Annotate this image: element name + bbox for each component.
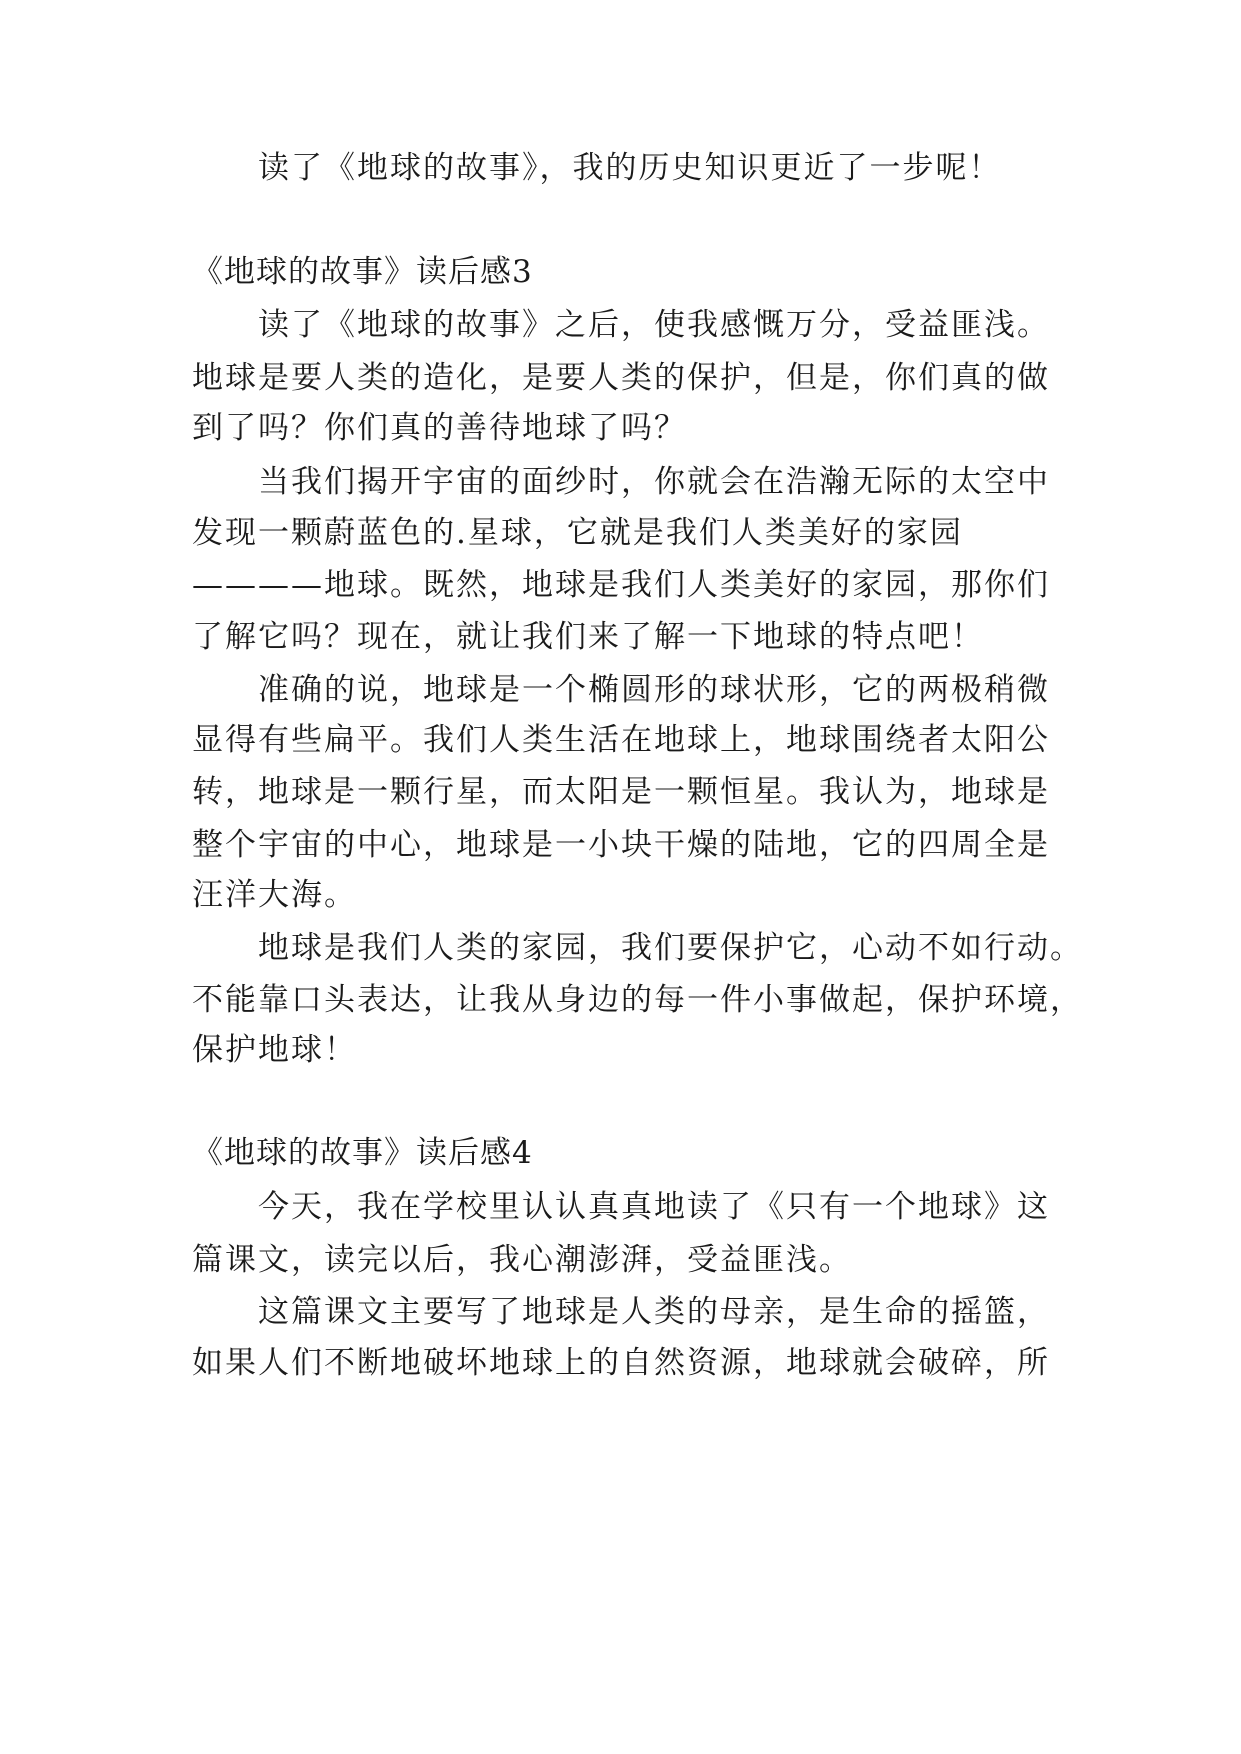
s4-p1-line1: 今天，我在学校里认认真真地读了《只有一个地球》这 xyxy=(258,1189,1050,1225)
s3-p2-line4: 了解它吗？现在，就让我们来了解一下地球的特点吧！ xyxy=(192,619,984,655)
s3-p2-line3: ————地球。既然，地球是我们人类美好的家园，那你们 xyxy=(192,567,1050,603)
section-3-heading: 《地球的故事》读后感3 xyxy=(192,254,533,290)
s3-p2-line2: 发现一颗蔚蓝色的.星球，它就是我们人类美好的家园 xyxy=(192,515,963,551)
s3-p4-line3: 保护地球！ xyxy=(192,1032,357,1068)
s3-p3-line5: 汪洋大海。 xyxy=(192,877,357,913)
s3-p1-line3: 到了吗？你们真的善待地球了吗？ xyxy=(192,410,687,446)
s3-p2-line1: 当我们揭开宇宙的面纱时，你就会在浩瀚无际的太空中 xyxy=(258,464,1050,500)
intro-line: 读了《地球的故事》，我的历史知识更近了一步呢！ xyxy=(258,150,1002,186)
s3-p3-line4: 整个宇宙的中心，地球是一小块干燥的陆地，它的四周全是 xyxy=(192,827,1050,863)
section-4-heading: 《地球的故事》读后感4 xyxy=(192,1135,533,1171)
s3-p3-line3: 转，地球是一颗行星，而太阳是一颗恒星。我认为，地球是 xyxy=(192,774,1050,810)
s3-p4-line1: 地球是我们人类的家园，我们要保护它，心动不如行动。 xyxy=(258,930,1083,966)
s3-p4-line2: 不能靠口头表达，让我从身边的每一件小事做起，保护环境， xyxy=(192,982,1083,1018)
s3-p1-line2: 地球是要人类的造化，是要人类的保护，但是，你们真的做 xyxy=(192,360,1050,396)
s4-p1-line2: 篇课文，读完以后，我心潮澎湃，受益匪浅。 xyxy=(192,1242,852,1278)
s4-p2-line1: 这篇课文主要写了地球是人类的母亲，是生命的摇篮， xyxy=(258,1294,1050,1330)
s3-p1-line1: 读了《地球的故事》之后，使我感慨万分，受益匪浅。 xyxy=(258,307,1050,343)
s4-p2-line2: 如果人们不断地破坏地球上的自然资源，地球就会破碎，所 xyxy=(192,1345,1050,1381)
s3-p3-line2: 显得有些扁平。我们人类生活在地球上，地球围绕者太阳公 xyxy=(192,722,1050,758)
s3-p3-line1: 准确的说，地球是一个椭圆形的球状形，它的两极稍微 xyxy=(258,672,1050,708)
